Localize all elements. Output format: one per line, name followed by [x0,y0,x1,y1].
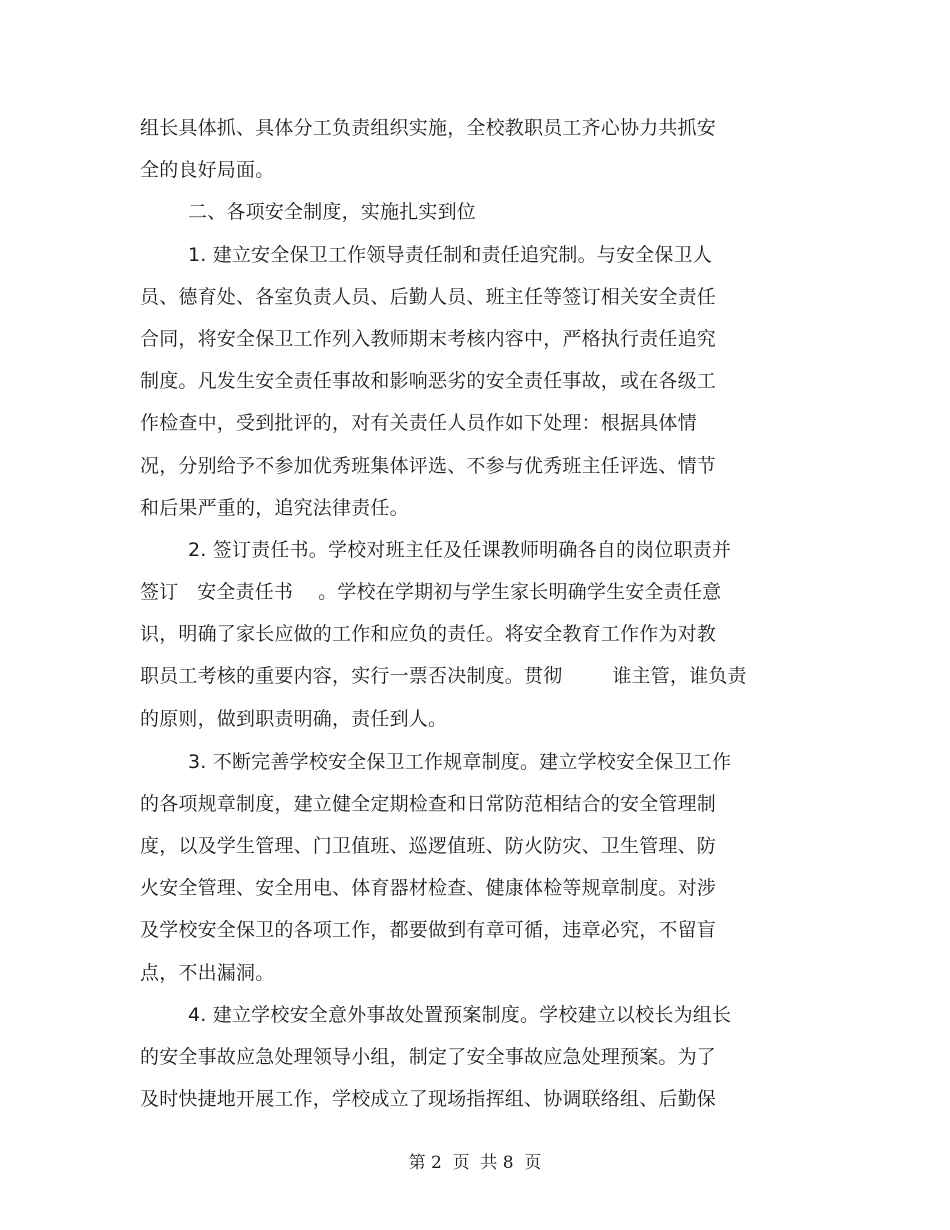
page-number-footer: 第 2 页 共 8 页 [408,1153,542,1173]
text-line: 1. 建立安全保卫工作领导责任制和责任追究制。与安全保卫人 [188,244,712,266]
text-line: 制度。凡发生安全责任事故和影响恶劣的安全责任事故，或在各级工 [140,370,717,392]
text-line: 点，不出漏洞。 [140,962,275,984]
text-line: 3. 不断完善学校安全保卫工作规章制度。建立学校安全保卫工作 [188,751,732,773]
text-line: 和后果严重的，追究法律责任。 [140,497,409,519]
text-line: 度，以及学生管理、门卫值班、巡逻值班、防火防灾、卫生管理、防 [140,835,717,857]
text-line: 合同，将安全保卫工作列入教师期末考核内容中，严格执行责任追究 [140,328,717,350]
text-line: 的安全事故应急处理领导小组，制定了安全事故应急处理预案。为了 [140,1046,717,1068]
text-line: 员、德育处、各室负责人员、后勤人员、班主任等签订相关安全责任 [140,286,717,308]
text-line: 及时快捷地开展工作，学校成立了现场指挥组、协调联络组、后勤保 [140,1088,717,1110]
text-line: 4. 建立学校安全意外事故处置预案制度。学校建立以校长为组长 [188,1004,732,1026]
text-line: 的原则，做到职责明确，责任到人。 [140,708,448,730]
section-heading: 二、各项安全制度，实施扎实到位 [188,201,477,223]
text-line: 职员工考核的重要内容，实行一票否决制度。贯彻 谁主管，谁负责 [140,665,747,687]
text-line: 2. 签订责任书。学校对班主任及任课教师明确各自的岗位职责并 [188,539,732,561]
text-line: 识，明确了家长应做的工作和应负的责任。将安全教育工作作为对教 [140,623,717,645]
text-line: 组长具体抓、具体分工负责组织实施，全校教职员工齐心协力共抓安 [140,117,717,139]
text-line: 作检查中，受到批评的，对有关责任人员作如下处理：根据具体情 [140,412,697,434]
text-line: 况，分别给予不参加优秀班集体评选、不参与优秀班主任评选、情节 [140,455,717,477]
text-line: 的各项规章制度，建立健全定期检查和日常防范相结合的安全管理制 [140,793,717,815]
text-line: 全的良好局面。 [140,159,275,181]
text-line: 签订 安全责任书 。学校在学期初与学生家长明确学生安全责任意 [140,581,722,603]
text-line: 火安全管理、安全用电、体育器材检查、健康体检等规章制度。对涉 [140,877,717,899]
text-line: 及学校安全保卫的各项工作，都要做到有章可循，违章必究，不留盲 [140,919,717,941]
